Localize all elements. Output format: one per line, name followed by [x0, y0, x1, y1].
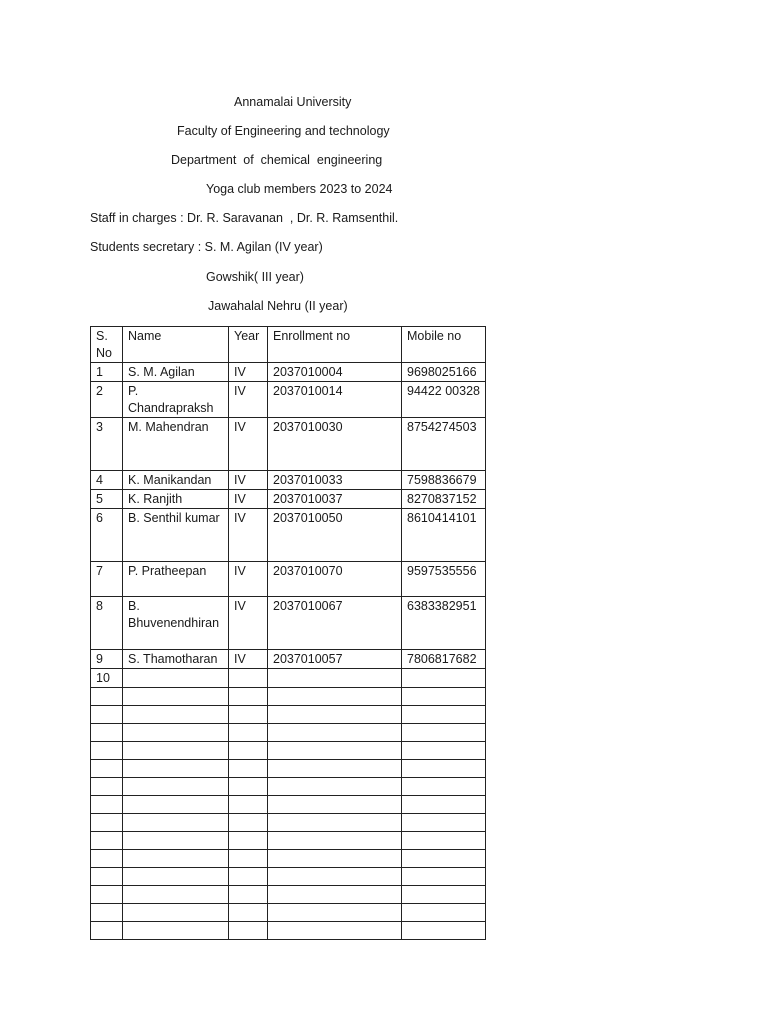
cell-enrollment [268, 886, 402, 904]
student-secretary: Students secretary : S. M. Agilan (IV year) [90, 240, 323, 254]
cell-name: P. Chandrapraksh [123, 382, 229, 418]
cell-enrollment [268, 688, 402, 706]
cell-sno: 3 [91, 418, 123, 471]
cell-year [229, 904, 268, 922]
table-row [91, 363, 486, 382]
cell-mobile: 7598836679 [402, 471, 486, 490]
table-row [91, 868, 486, 886]
cell-mobile [402, 850, 486, 868]
cell-sno: 6 [91, 509, 123, 562]
table-header-row [91, 327, 486, 363]
cell-sno [91, 850, 123, 868]
cell-enrollment [268, 669, 402, 688]
cell-sno: 2 [91, 382, 123, 418]
cell-enrollment: 2037010037 [268, 490, 402, 509]
cell-sno [91, 886, 123, 904]
cell-name [123, 760, 229, 778]
cell-year [229, 814, 268, 832]
cell-year [229, 706, 268, 724]
cell-name [123, 904, 229, 922]
cell-name [123, 868, 229, 886]
cell-mobile [402, 669, 486, 688]
cell-name [123, 796, 229, 814]
cell-year [229, 868, 268, 886]
cell-year [229, 850, 268, 868]
table-row [91, 760, 486, 778]
cell-year: IV [229, 650, 268, 669]
cell-name: M. Mahendran [123, 418, 229, 471]
cell-year: IV [229, 597, 268, 650]
cell-year: IV [229, 471, 268, 490]
cell-mobile: 8610414101 [402, 509, 486, 562]
cell-mobile [402, 778, 486, 796]
cell-enrollment: 2037010070 [268, 562, 402, 597]
table-row [91, 382, 486, 418]
cell-name [123, 706, 229, 724]
cell-enrollment [268, 724, 402, 742]
cell-sno: 7 [91, 562, 123, 597]
department-heading: Department of chemical engineering [171, 153, 383, 167]
cell-mobile [402, 796, 486, 814]
cell-year: IV [229, 363, 268, 382]
cell-mobile: 9698025166 [402, 363, 486, 382]
cell-mobile: 8270837152 [402, 490, 486, 509]
cell-sno [91, 922, 123, 940]
cell-mobile [402, 760, 486, 778]
cell-name: S. M. Agilan [123, 363, 229, 382]
cell-year: IV [229, 418, 268, 471]
document-title: Yoga club members 2023 to 2024 [206, 182, 393, 196]
cell-enrollment [268, 706, 402, 724]
cell-sno [91, 796, 123, 814]
cell-enrollment: 2037010050 [268, 509, 402, 562]
cell-name: B. Bhuvenendhiran [123, 597, 229, 650]
cell-name [123, 742, 229, 760]
header-cell-enrollment: Enrollment no [268, 327, 402, 363]
cell-sno [91, 778, 123, 796]
cell-sno [91, 724, 123, 742]
cell-sno: 10 [91, 669, 123, 688]
cell-year [229, 742, 268, 760]
header-cell-mobile: Mobile no [402, 327, 486, 363]
faculty-heading: Faculty of Engineering and technology [177, 124, 390, 138]
header-cell-year: Year [229, 327, 268, 363]
staff-in-charge: Staff in charges : Dr. R. Saravanan , Dr. R. Ramsenthil. [90, 211, 399, 225]
cell-year: IV [229, 490, 268, 509]
table-row [91, 688, 486, 706]
cell-name: P. Pratheepan [123, 562, 229, 597]
table-row [91, 724, 486, 742]
cell-sno: 8 [91, 597, 123, 650]
cell-year [229, 796, 268, 814]
cell-year [229, 778, 268, 796]
cell-mobile: 6383382951 [402, 597, 486, 650]
table-row [91, 814, 486, 832]
cell-sno [91, 688, 123, 706]
table-row [91, 509, 486, 562]
cell-mobile: 9597535556 [402, 562, 486, 597]
cell-mobile: 8754274503 [402, 418, 486, 471]
cell-name [123, 669, 229, 688]
cell-year: IV [229, 382, 268, 418]
cell-name: K. Manikandan [123, 471, 229, 490]
cell-enrollment [268, 742, 402, 760]
cell-year [229, 724, 268, 742]
cell-enrollment [268, 778, 402, 796]
cell-year [229, 832, 268, 850]
cell-mobile: 94422 00328 [402, 382, 486, 418]
cell-enrollment [268, 832, 402, 850]
cell-mobile [402, 724, 486, 742]
cell-year [229, 688, 268, 706]
table-row [91, 796, 486, 814]
table-row [91, 597, 486, 650]
cell-year: IV [229, 509, 268, 562]
cell-enrollment: 2037010067 [268, 597, 402, 650]
cell-mobile [402, 814, 486, 832]
cell-enrollment: 2037010030 [268, 418, 402, 471]
table-row [91, 706, 486, 724]
members-table [90, 326, 486, 940]
table-row [91, 886, 486, 904]
cell-mobile [402, 832, 486, 850]
table-row [91, 832, 486, 850]
cell-sno [91, 742, 123, 760]
header-cell-sno: S. No [91, 327, 123, 363]
cell-sno [91, 868, 123, 886]
table-row [91, 562, 486, 597]
cell-enrollment [268, 922, 402, 940]
student-secretary-3: Jawahalal Nehru (II year) [208, 299, 348, 313]
cell-year [229, 760, 268, 778]
cell-enrollment [268, 796, 402, 814]
cell-enrollment [268, 814, 402, 832]
cell-mobile [402, 922, 486, 940]
cell-year [229, 886, 268, 904]
table-row [91, 742, 486, 760]
cell-year: IV [229, 562, 268, 597]
cell-name: B. Senthil kumar [123, 509, 229, 562]
university-heading: Annamalai University [234, 95, 352, 109]
table-row [91, 922, 486, 940]
cell-mobile [402, 868, 486, 886]
table-row [91, 669, 486, 688]
table-row [91, 650, 486, 669]
cell-sno [91, 760, 123, 778]
cell-enrollment [268, 904, 402, 922]
cell-enrollment [268, 760, 402, 778]
cell-name [123, 832, 229, 850]
cell-sno: 5 [91, 490, 123, 509]
cell-enrollment [268, 868, 402, 886]
cell-mobile [402, 904, 486, 922]
table-row [91, 850, 486, 868]
student-secretary-2: Gowshik( III year) [206, 270, 304, 284]
cell-name [123, 778, 229, 796]
cell-enrollment [268, 850, 402, 868]
table-row [91, 471, 486, 490]
cell-mobile [402, 742, 486, 760]
cell-year [229, 669, 268, 688]
cell-name [123, 688, 229, 706]
cell-mobile: 7806817682 [402, 650, 486, 669]
cell-sno [91, 904, 123, 922]
cell-sno [91, 814, 123, 832]
table-row [91, 904, 486, 922]
cell-name [123, 850, 229, 868]
table-row [91, 490, 486, 509]
cell-sno: 9 [91, 650, 123, 669]
cell-name [123, 886, 229, 904]
cell-enrollment: 2037010004 [268, 363, 402, 382]
cell-name [123, 814, 229, 832]
cell-mobile [402, 688, 486, 706]
cell-year [229, 922, 268, 940]
cell-sno: 4 [91, 471, 123, 490]
header-cell-name: Name [123, 327, 229, 363]
cell-enrollment: 2037010014 [268, 382, 402, 418]
table-row [91, 778, 486, 796]
cell-mobile [402, 886, 486, 904]
cell-name [123, 922, 229, 940]
cell-name: S. Thamotharan [123, 650, 229, 669]
cell-enrollment: 2037010057 [268, 650, 402, 669]
cell-mobile [402, 706, 486, 724]
cell-name [123, 724, 229, 742]
cell-sno: 1 [91, 363, 123, 382]
cell-enrollment: 2037010033 [268, 471, 402, 490]
table-row [91, 418, 486, 471]
cell-name: K. Ranjith [123, 490, 229, 509]
cell-sno [91, 832, 123, 850]
cell-sno [91, 706, 123, 724]
